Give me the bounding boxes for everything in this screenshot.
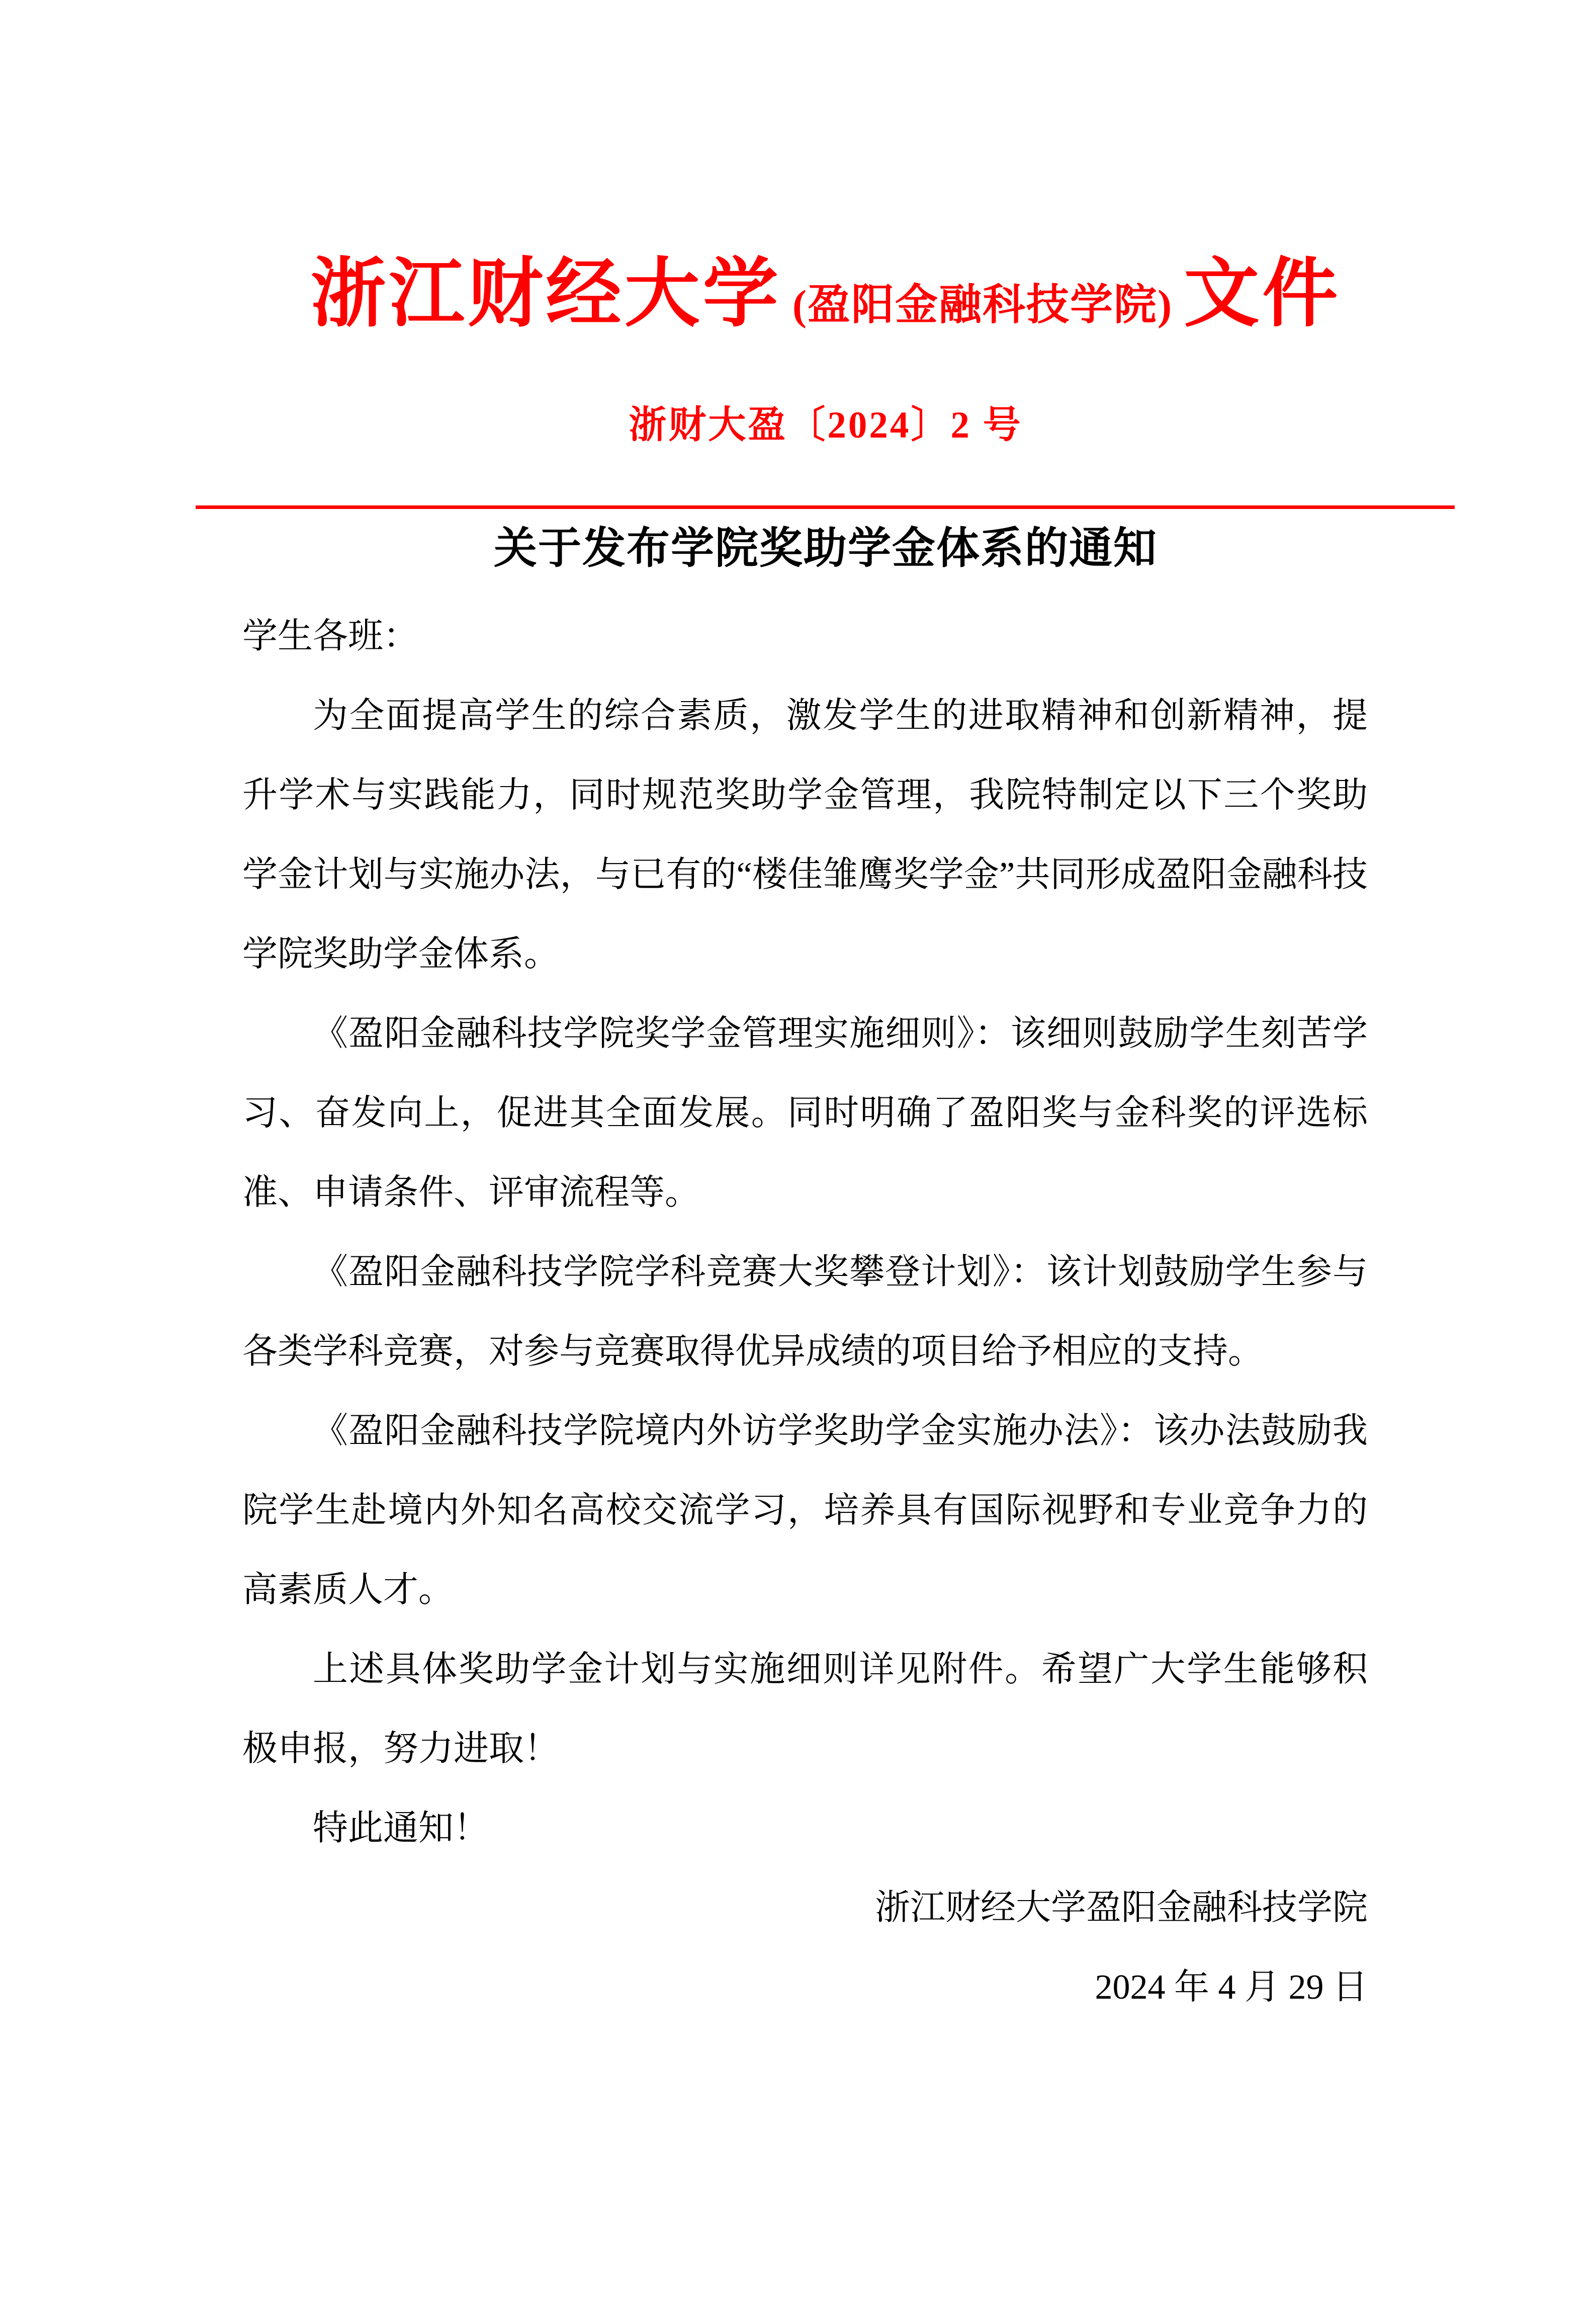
- notice-body: [242, 597, 1368, 2027]
- body-paragraph: 《盈阳金融科技学院奖学金管理实施细则》：该细则鼓励学生刻苦学习、奋发向上，促进其全面发展。同时明确了盈阳奖与金科奖的评选标准、申请条件、评审流程等。: [242, 1014, 1368, 1212]
- body-paragraph: 《盈阳金融科技学院境内外访学奖助学金实施办法》：该办法鼓励我院学生赴境内外知名高校交流学习，培养具有国际视野和专业竞争力的高素质人才。: [242, 1412, 1368, 1609]
- body-paragraph: 《盈阳金融科技学院学科竞赛大奖攀登计划》：该计划鼓励学生参与各类学科竞赛，对参与竞赛取得优异成绩的项目给予相应的支持。: [242, 1253, 1368, 1371]
- letterhead-college-name: (盈阳金融科技学院): [792, 282, 1173, 329]
- letterhead-university-name: 浙江财经大学: [310, 252, 781, 336]
- date: 2024 年 4 月 29 日: [1095, 1968, 1368, 2007]
- salutation: 学生各班：: [242, 617, 418, 656]
- letterhead-document-word: 文件: [1184, 252, 1341, 336]
- signature: 浙江财经大学盈阳金融科技学院: [875, 1889, 1368, 1927]
- document-number: 浙财大盈〔2024〕2 号: [629, 404, 1023, 446]
- body-paragraph: 特此通知！: [313, 1809, 489, 1848]
- letterhead: [55, 0, 1596, 358]
- letterhead-divider-line: [196, 505, 1455, 509]
- body-paragraphs: [242, 676, 1368, 1868]
- body-paragraph: 上述具体奖助学金计划与实施细则详见附件。希望广大学生能够积极申报，努力进取！: [242, 1650, 1368, 1768]
- notice-title: 关于发布学院奖助学金体系的通知: [494, 524, 1158, 572]
- body-paragraph: 为全面提高学生的综合素质，激发学生的进取精神和创新精神，提升学术与实践能力，同时规范奖助学金管理，我院特制定以下三个奖助学金计划与实施办法，与已有的“楼佳雏鹰奖学金”共同形成盈阳金融科技学院奖助学金体系。: [242, 697, 1368, 974]
